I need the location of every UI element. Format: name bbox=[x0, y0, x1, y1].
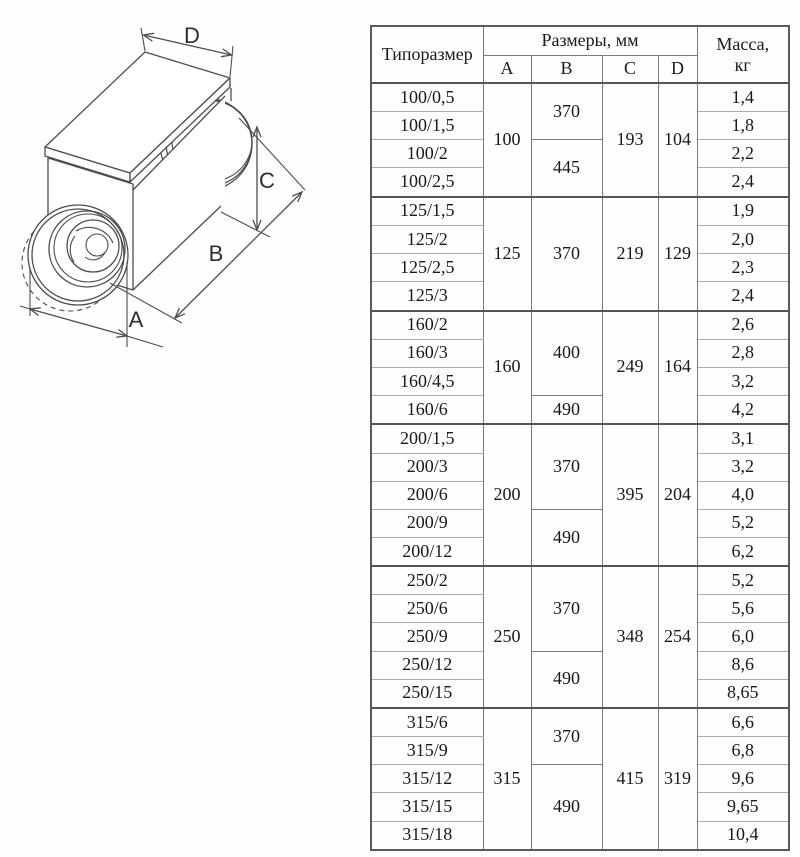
dim-b-cell: 445 bbox=[531, 140, 602, 197]
dim-a-cell: 250 bbox=[483, 566, 531, 708]
typesize-cell: 250/2 bbox=[371, 566, 483, 595]
table-row bbox=[371, 651, 789, 679]
dim-b-cell: 370 bbox=[531, 197, 602, 311]
mass-cell: 2,0 bbox=[697, 226, 789, 254]
dimensions-table-wrap bbox=[370, 25, 790, 851]
front-duct-collar-icon bbox=[22, 205, 128, 311]
col-header-d: D bbox=[658, 55, 697, 83]
dim-d-cell: 164 bbox=[658, 311, 697, 425]
dim-c-cell: 219 bbox=[602, 197, 658, 311]
typesize-cell: 315/18 bbox=[371, 821, 483, 850]
dim-d-cell: 204 bbox=[658, 424, 697, 566]
mass-cell: 4,2 bbox=[697, 395, 789, 424]
dimensions-table bbox=[370, 25, 790, 851]
col-header-dimensions: Размеры, мм bbox=[483, 26, 697, 55]
mass-cell: 8,6 bbox=[697, 651, 789, 679]
typesize-cell: 160/3 bbox=[371, 339, 483, 367]
typesize-cell: 200/12 bbox=[371, 537, 483, 566]
dim-b-cell: 370 bbox=[531, 424, 602, 509]
mass-cell: 6,0 bbox=[697, 623, 789, 651]
typesize-cell: 160/4,5 bbox=[371, 367, 483, 395]
dim-label-b: B bbox=[208, 241, 224, 266]
dim-label-c: C bbox=[259, 168, 275, 193]
dim-d-cell: 319 bbox=[658, 708, 697, 850]
table-row bbox=[371, 765, 789, 793]
typesize-cell: 200/6 bbox=[371, 481, 483, 509]
mass-cell: 9,65 bbox=[697, 793, 789, 821]
mass-cell: 8,65 bbox=[697, 679, 789, 708]
mass-cell: 1,9 bbox=[697, 197, 789, 226]
table-row bbox=[371, 424, 789, 453]
dim-label-d: D bbox=[184, 23, 200, 48]
typesize-cell: 125/1,5 bbox=[371, 197, 483, 226]
col-header-mass bbox=[697, 26, 789, 83]
typesize-cell: 100/2,5 bbox=[371, 168, 483, 197]
dim-b-cell: 490 bbox=[531, 651, 602, 708]
typesize-cell: 160/2 bbox=[371, 311, 483, 340]
typesize-cell: 250/9 bbox=[371, 623, 483, 651]
dim-a-cell: 315 bbox=[483, 708, 531, 850]
dim-c-cell: 193 bbox=[602, 83, 658, 197]
typesize-cell: 200/1,5 bbox=[371, 424, 483, 453]
typesize-cell: 200/9 bbox=[371, 509, 483, 537]
typesize-cell: 100/0,5 bbox=[371, 83, 483, 112]
col-header-typesize: Типоразмер bbox=[371, 26, 483, 83]
dim-b-cell: 490 bbox=[531, 509, 602, 566]
table-row bbox=[371, 197, 789, 226]
dims-table-body bbox=[371, 83, 789, 850]
dim-a-cell: 125 bbox=[483, 197, 531, 311]
dim-label-a: A bbox=[128, 307, 144, 332]
typesize-cell: 250/12 bbox=[371, 651, 483, 679]
mass-cell: 3,2 bbox=[697, 367, 789, 395]
mass-cell: 3,1 bbox=[697, 424, 789, 453]
mass-cell: 2,4 bbox=[697, 282, 789, 311]
dim-d-cell: 129 bbox=[658, 197, 697, 311]
mass-cell: 1,8 bbox=[697, 112, 789, 140]
mass-cell: 2,6 bbox=[697, 311, 789, 340]
dim-c-cell: 395 bbox=[602, 424, 658, 566]
dim-b-cell: 370 bbox=[531, 708, 602, 765]
dim-b-cell: 490 bbox=[531, 395, 602, 424]
mass-cell: 3,2 bbox=[697, 453, 789, 481]
col-header-b: B bbox=[531, 55, 602, 83]
dim-b-cell: 370 bbox=[531, 566, 602, 651]
mass-cell: 9,6 bbox=[697, 765, 789, 793]
duct-heater-figure bbox=[0, 0, 360, 370]
mass-cell: 6,8 bbox=[697, 737, 789, 765]
typesize-cell: 100/2 bbox=[371, 140, 483, 168]
typesize-cell: 250/15 bbox=[371, 679, 483, 708]
table-row bbox=[371, 140, 789, 168]
duct-heater-drawing bbox=[0, 0, 360, 370]
dim-d-cell: 104 bbox=[658, 83, 697, 197]
dim-c-cell: 249 bbox=[602, 311, 658, 425]
mass-cell: 6,2 bbox=[697, 537, 789, 566]
mass-cell: 2,3 bbox=[697, 254, 789, 282]
typesize-cell: 315/9 bbox=[371, 737, 483, 765]
table-row bbox=[371, 395, 789, 424]
typesize-cell: 315/15 bbox=[371, 793, 483, 821]
mass-cell: 6,6 bbox=[697, 708, 789, 737]
mass-cell: 5,6 bbox=[697, 595, 789, 623]
typesize-cell: 250/6 bbox=[371, 595, 483, 623]
mass-cell: 2,2 bbox=[697, 140, 789, 168]
typesize-cell: 125/2,5 bbox=[371, 254, 483, 282]
typesize-cell: 160/6 bbox=[371, 395, 483, 424]
typesize-cell: 125/3 bbox=[371, 282, 483, 311]
table-row bbox=[371, 708, 789, 737]
col-header-c: C bbox=[602, 55, 658, 83]
typesize-cell: 315/6 bbox=[371, 708, 483, 737]
mass-cell: 1,4 bbox=[697, 83, 789, 112]
dim-b-cell: 400 bbox=[531, 311, 602, 396]
mass-cell: 2,4 bbox=[697, 168, 789, 197]
mass-cell: 5,2 bbox=[697, 509, 789, 537]
dim-d-cell: 254 bbox=[658, 566, 697, 708]
typesize-cell: 100/1,5 bbox=[371, 112, 483, 140]
dim-c-cell: 348 bbox=[602, 566, 658, 708]
dim-a-cell: 160 bbox=[483, 311, 531, 425]
mass-cell: 10,4 bbox=[697, 821, 789, 850]
mass-cell: 2,8 bbox=[697, 339, 789, 367]
table-row bbox=[371, 311, 789, 340]
dim-a-cell: 100 bbox=[483, 83, 531, 197]
mass-cell: 5,2 bbox=[697, 566, 789, 595]
col-header-a: A bbox=[483, 55, 531, 83]
mass-cell: 4,0 bbox=[697, 481, 789, 509]
dim-b-cell: 490 bbox=[531, 765, 602, 850]
typesize-cell: 200/3 bbox=[371, 453, 483, 481]
table-row bbox=[371, 566, 789, 595]
mass-header-line1: Масса, bbox=[716, 33, 770, 54]
typesize-cell: 315/12 bbox=[371, 765, 483, 793]
typesize-cell: 125/2 bbox=[371, 226, 483, 254]
dim-c-cell: 415 bbox=[602, 708, 658, 850]
table-row bbox=[371, 509, 789, 537]
dim-a-cell: 200 bbox=[483, 424, 531, 566]
dim-b-cell: 370 bbox=[531, 83, 602, 140]
mass-header-line2: кг bbox=[734, 54, 751, 75]
table-row bbox=[371, 83, 789, 112]
